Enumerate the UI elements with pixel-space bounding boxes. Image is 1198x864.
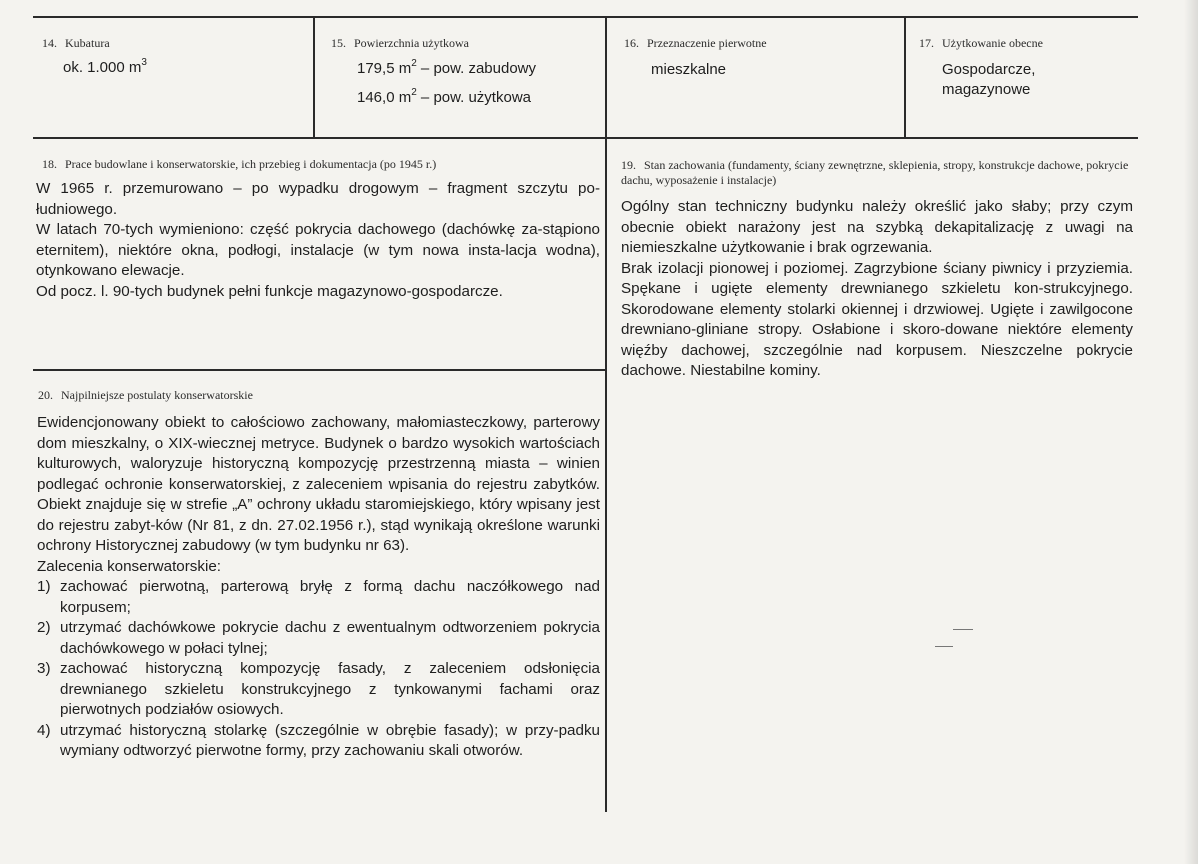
recommendations-heading: Zalecenia konserwatorskie: [37,557,222,575]
field-16-label [624,36,767,51]
usable-area-line: 146,0 $m^2$ – pow. użytkowa [357,87,531,106]
pen-mark [953,629,973,630]
field-title: Kubatura [65,36,110,50]
field-20-text [37,413,600,762]
field-18-label [42,157,602,172]
paragraph: Od pocz. l. 90-tych budynek pełni funkcje magazynowo-gospodarcze. [36,282,503,300]
field-15-value [357,59,536,108]
field-19-text [621,197,1133,382]
col-divider-2 [605,16,607,812]
field-14-value [63,58,147,78]
field-number: 19. [621,158,636,172]
field-18-text [36,179,600,302]
unit-exponent: 3 [141,57,147,68]
field-16-value: mieszkalne [651,61,727,78]
list-item: 4) utrzymać historyczną stolarkę (szczególnie w obrębie fasady); w przy-padku wymiany odtworzyć pierwotne formy, przy zachowaniu skali otworów. [37,721,600,759]
pen-mark [935,646,953,647]
field-title: Użytkowanie obecne [942,36,1043,50]
field-number: 16. [624,36,639,50]
paragraph: W 1965 r. przemurowano – po wypadku drogowym – fragment szczytu po-łudniowego. [36,180,600,218]
built-area-line: 179,5 $m^2$ – pow. zabudowy [357,58,537,77]
field-17-label [919,36,1043,51]
recommendations-list [37,577,600,762]
list-item: 1) zachować pierwotną, parterową bryłę z formą dachu naczółkowego nad korpusem; [37,578,600,616]
paragraph: W latach 70-tych wymieniono: część pokrycia dachowego (dachówkę za-stąpiono eternitem), niektóre okna, podłogi, instalacje (w tym nowa insta-lacja wodna), otynkowano elewacje. [36,221,600,279]
list-item: 3) zachować historyczną kompozycję fasady, z zaleceniem odsłonięcia drewnianego szkieletu konstrukcyjnego z tynkowanymi fachami oraz pierwotnych podziałów osiowych. [37,660,600,718]
field-19-label [621,158,1131,188]
field-title: Najpilniejsze postulaty konserwatorskie [61,388,253,402]
paragraph: Brak izolacji pionowej i poziomej. Zagrzybione ściany piwnicy i przyziemia. Spękane i ugięte elementy drewnianego szkieletu kon-strukcyjnego. Skorodowane elementy stolarki okiennej i drzwiowej. Ugięte i zawilgocone drewniano-gliniane stropy. Osłabione i skoro-dowane niektóre elementy więźby dachowej, szczególnie nad korpusem. Nieszczelne pokrycie dachowe. Niestabilne kominy. [621,259,1133,379]
field-title: Przeznaczenie pierwotne [647,36,767,50]
field-number: 17. [919,36,934,50]
field-title: Stan zachowania (fundamenty, ściany zewnętrzne, sklepienia, stropy, konstrukcje dachowe, pokrycie dachu, wyposażenie i instalacje) [621,158,1129,187]
field-14-label [42,36,110,51]
intro-paragraph: Ewidencjonowany obiekt to całościowo zachowany, małomiasteczkowy, parterowy dom mieszkalny, o XIX-wiecznej metryce. Budynek o bardzo wysokich wartościach kulturowych, waloryzuje historyczną kompozycję przestrzenną miasta – winien podlegać ochronie konserwatorskiej, z zaleceniem wpisania do rejestru zabytków. Obiekt znajduje się w strefie „A” ochrony układu staromiejskiego, który wpisany jest do rejestru zabyt-ków (Nr 81, z dn. 27.02.1956 r.), stąd wynikają określone warunki ochrony Historycznej zabudowy (w tym budynku nr 63). [37,414,600,554]
field-20-label [38,388,253,403]
row-divider-1 [33,137,1138,139]
field-number: 18. [42,157,57,171]
row-divider-2 [33,369,606,371]
field-15-label [331,36,469,51]
list-item: 2) utrzymać dachówkowe pokrycie dachu z ewentualnym odtworzeniem pokrycia dachówkowego w połaci tylnej; [37,619,600,657]
field-number: 14. [42,36,57,50]
scan-edge-shadow [1184,0,1198,864]
field-title: Prace budowlane i konserwatorskie, ich przebieg i dokumentacja (po 1945 r.) [65,157,437,171]
field-17-value: Gospodarcze, magazynowe [942,61,1036,98]
field-number: 15. [331,36,346,50]
paragraph: Ogólny stan techniczny budynku należy określić jako słaby; przy czym obecnie obiekt narażony jest na szybką dekapitalizację z uwagi na niemieszkalne użytkowanie i brak ogrzewania. [621,198,1133,256]
top-rule [33,16,1138,18]
field-number: 20. [38,388,53,402]
field-title: Powierzchnia użytkowa [354,36,469,50]
col-divider-1 [313,16,315,139]
col-divider-3 [904,16,906,139]
volume-value: ok. 1.000 m [63,59,142,76]
